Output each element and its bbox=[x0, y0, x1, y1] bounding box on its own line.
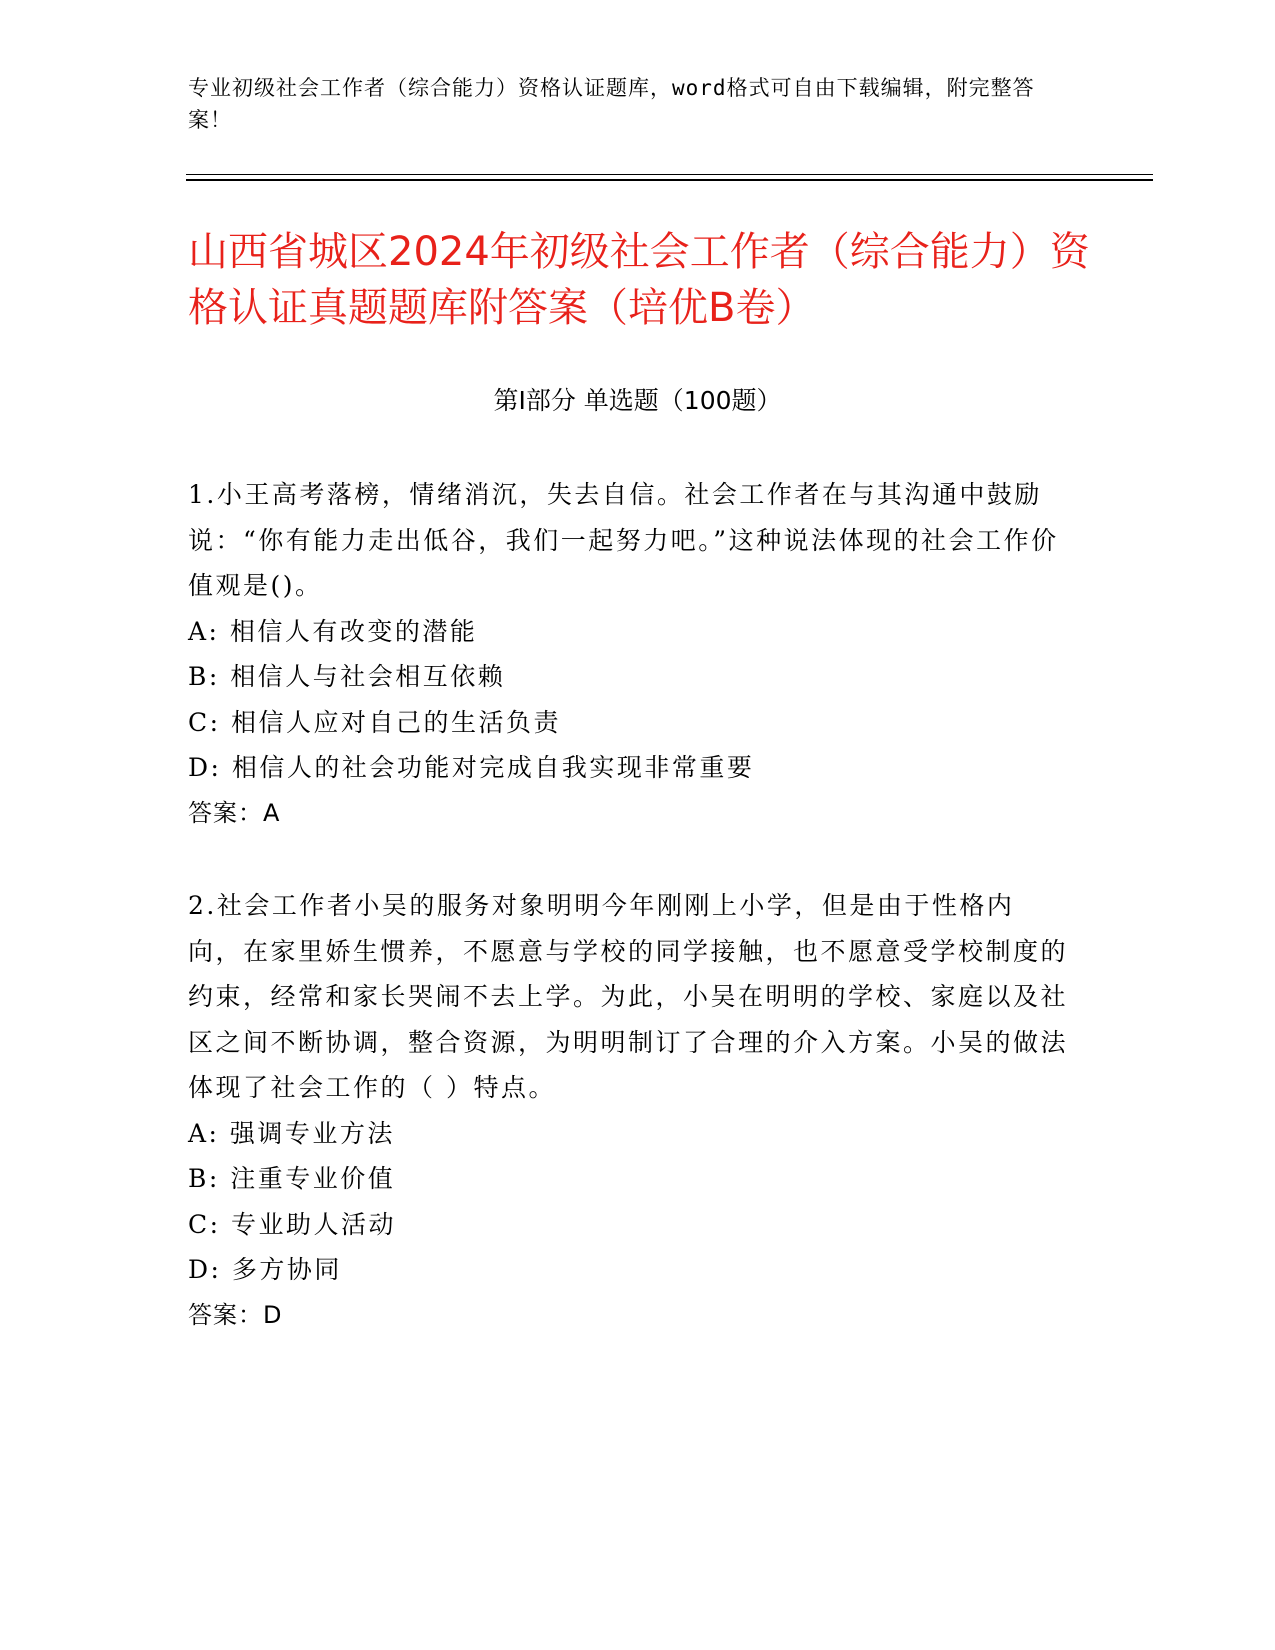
option-b: B: 相信人与社会相互依赖 bbox=[188, 662, 506, 691]
option-d: D: 多方协同 bbox=[188, 1255, 342, 1284]
option-a: A: 强调专业方法 bbox=[188, 1118, 395, 1148]
option-d: D: 相信人的社会功能对完成自我实现非常重要 bbox=[188, 753, 755, 782]
question-stem: 1.小王高考落榜，情绪消沉，失去自信。社会工作者在与其沟通中鼓励说：“你有能力走出低谷，我们一起努力吧。”这种说法体现的社会工作价值观是()。 bbox=[188, 480, 1059, 600]
option-b: B: 注重专业价值 bbox=[188, 1164, 396, 1193]
header-divider-thick bbox=[186, 179, 1153, 181]
answer: 答案：A bbox=[188, 798, 281, 827]
option-a: A: 相信人有改变的潜能 bbox=[188, 616, 478, 646]
answer: 答案：D bbox=[188, 1300, 283, 1329]
question-2 bbox=[188, 883, 1068, 1338]
document-title: 山西省城区2024年初级社会工作者（综合能力）资格认证真题题库附答案（培优B卷） bbox=[188, 229, 1090, 331]
section-title: 第Ⅰ部分 单选题（100题） bbox=[493, 386, 782, 415]
option-c: C: 相信人应对自己的生活负责 bbox=[188, 707, 561, 737]
header-note: 专业初级社会工作者（综合能力）资格认证题库，word格式可自由下载编辑，附完整答案！ bbox=[188, 76, 1035, 132]
question-1 bbox=[188, 472, 1068, 836]
option-c: C: 专业助人活动 bbox=[188, 1209, 396, 1239]
question-stem: 2.社会工作者小吴的服务对象明明今年刚刚上小学，但是由于性格内向，在家里娇生惯养，不愿意与学校的同学接触，也不愿意受学校制度的约束，经常和家长哭闹不去上学。为此，小吴在明明的学校、家庭以及社区之间不断协调，整合资源，为明明制订了合理的介入方案。小吴的做法体现了社会工作的（ ）特点。 bbox=[188, 891, 1069, 1102]
header-divider-thin bbox=[186, 174, 1153, 175]
